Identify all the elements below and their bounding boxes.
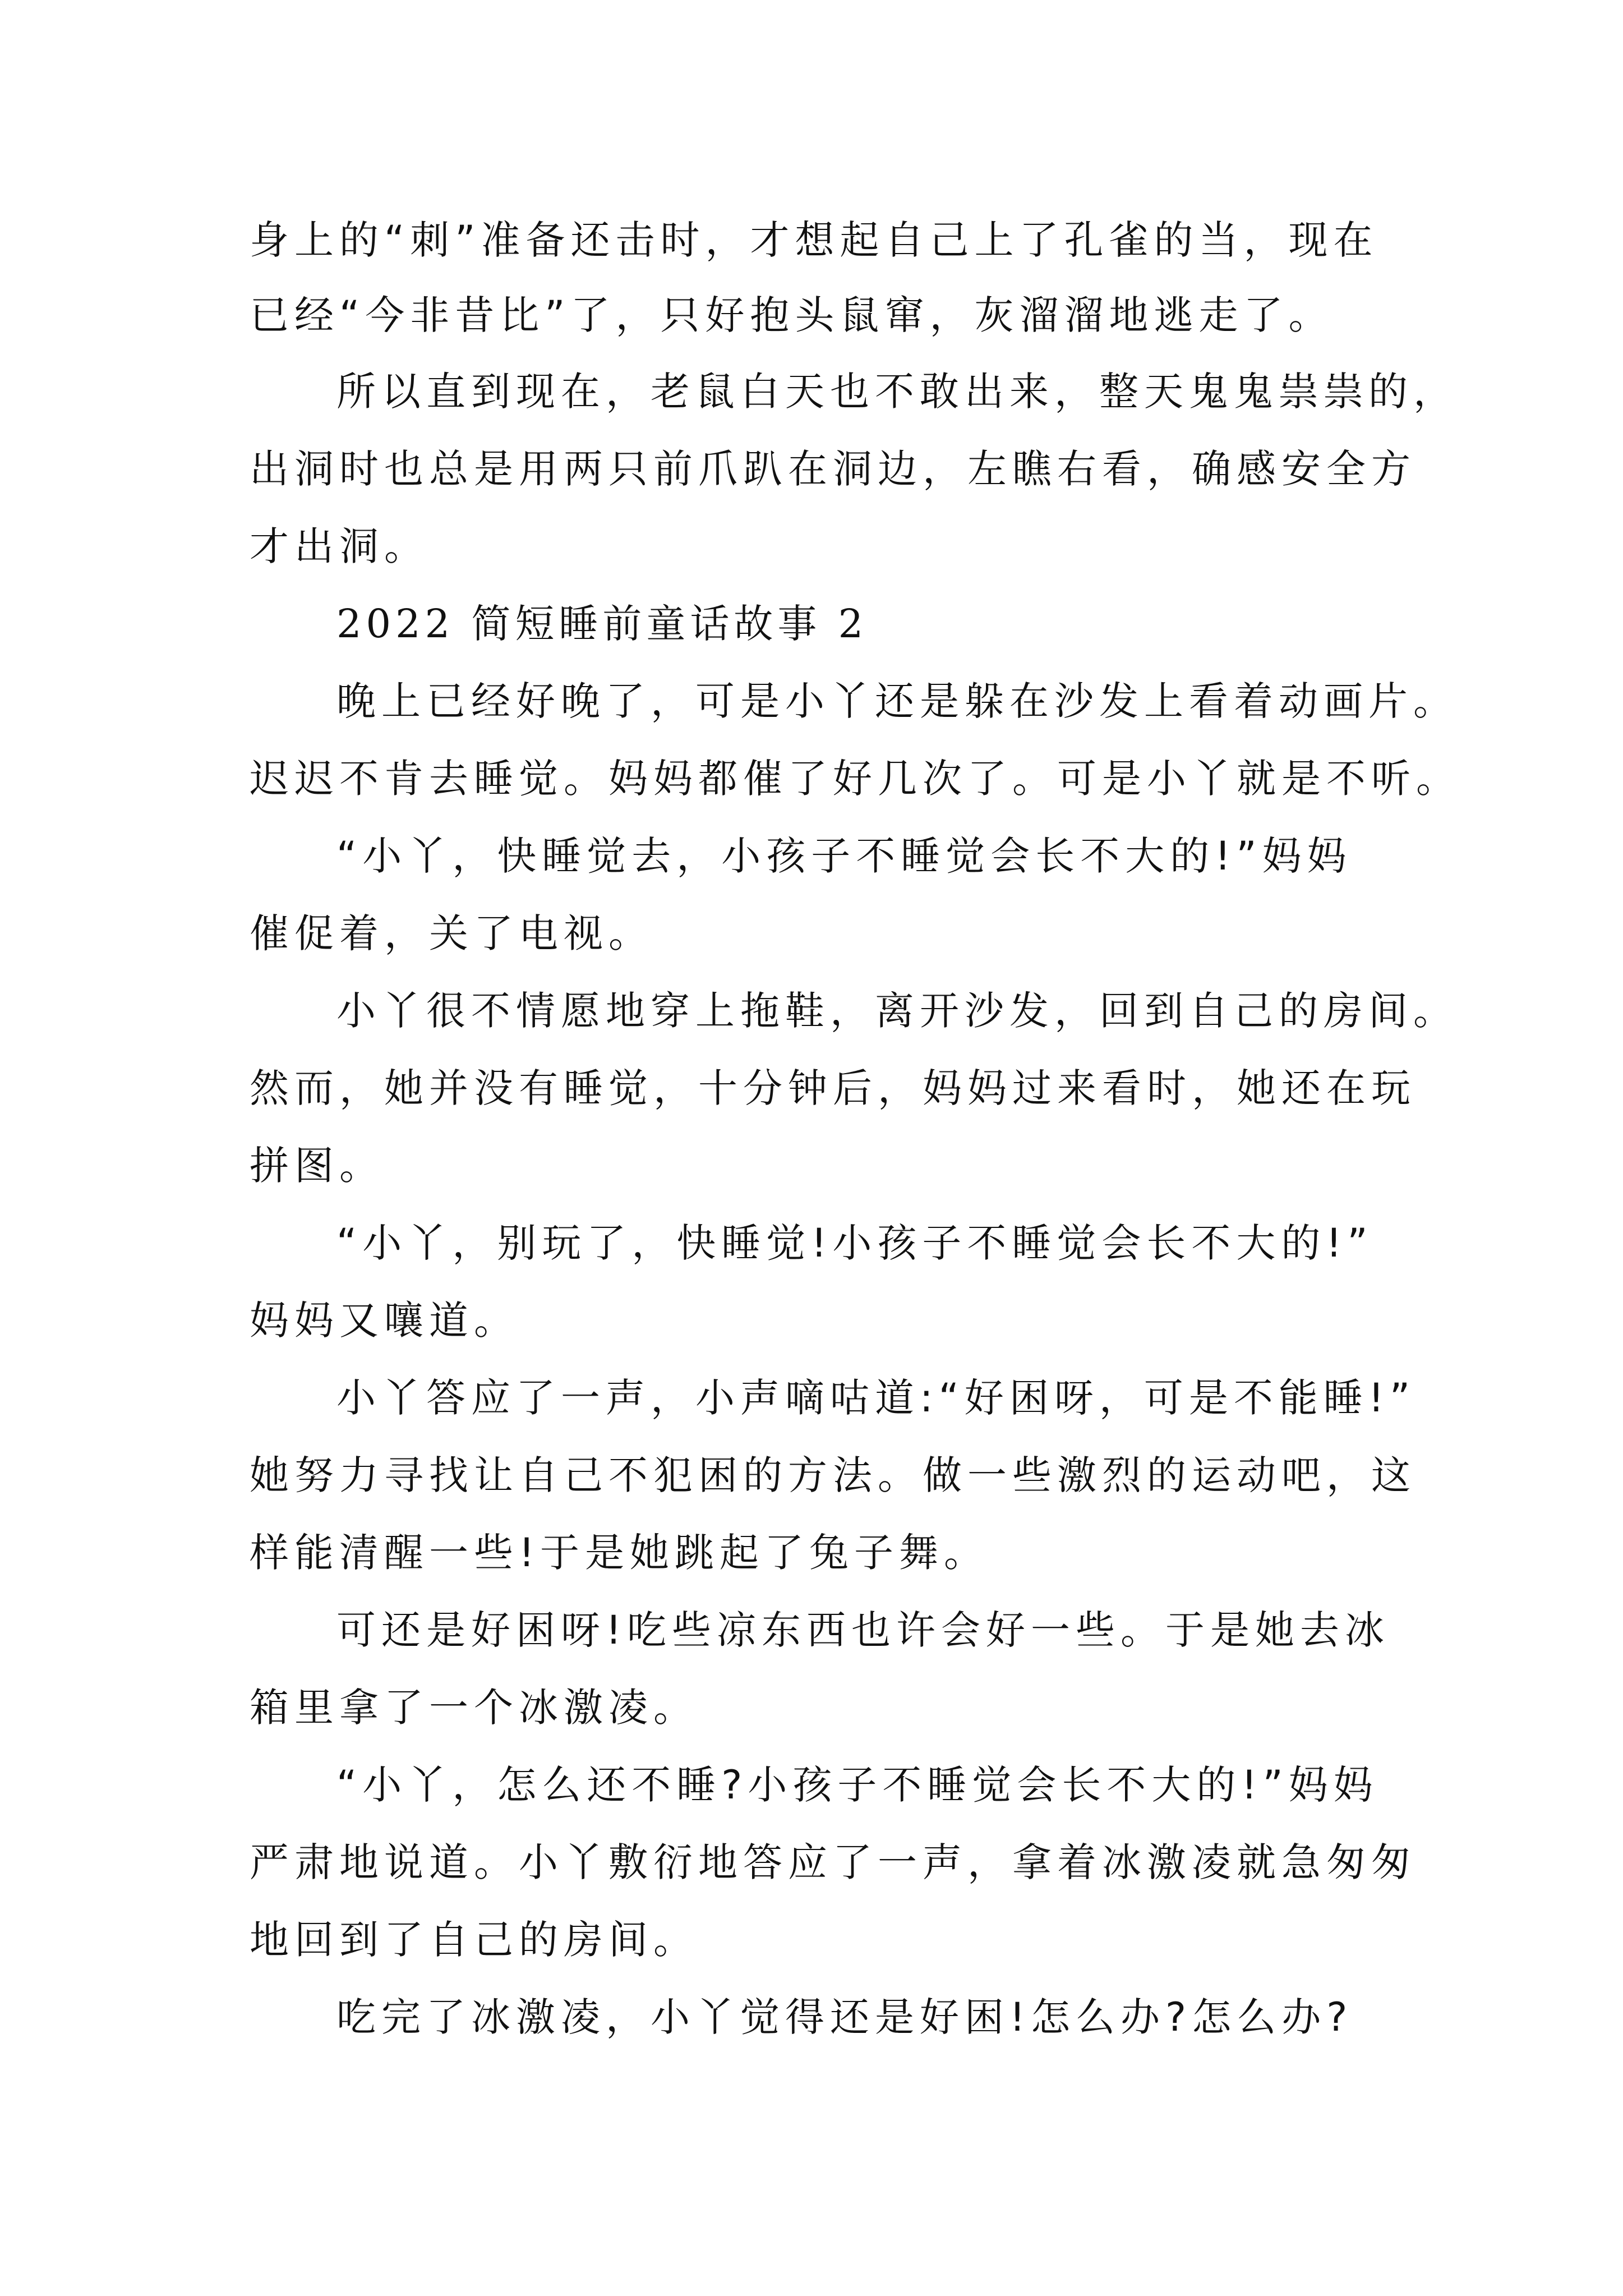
text-line: 地回到了自己的房间。 bbox=[250, 1917, 698, 1963]
text-line: “小丫，别玩了，快睡觉!小孩子不睡觉会长不大的!” bbox=[336, 1220, 1373, 1266]
text-line: 箱里拿了一个冰激凌。 bbox=[250, 1685, 698, 1731]
text-line: 然而，她并没有睡觉，十分钟后，妈妈过来看时，她还在玩 bbox=[250, 1065, 1416, 1111]
text-line: 所以直到现在，老鼠白天也不敢出来，整天鬼鬼祟祟的， bbox=[336, 369, 1458, 415]
text-line: 拼图。 bbox=[250, 1143, 384, 1189]
text-line: 已经“今非昔比”了，只好抱头鼠窜，灰溜溜地逃走了。 bbox=[250, 292, 1334, 338]
text-line: 身上的“刺”准备还击时，才想起自己上了孔雀的当，现在 bbox=[250, 217, 1378, 263]
text-line: 她努力寻找让自己不犯困的方法。做一些激烈的运动吧，这 bbox=[250, 1452, 1416, 1498]
text-line: 晚上已经好晚了，可是小丫还是躲在沙发上看着动画片。 bbox=[336, 678, 1458, 724]
text-line: 催促着，关了电视。 bbox=[250, 910, 653, 956]
text-line: 小丫很不情愿地穿上拖鞋，离开沙发，回到自己的房间。 bbox=[336, 988, 1458, 1034]
text-line: “小丫，快睡觉去，小孩子不睡觉会长不大的!”妈妈 bbox=[336, 833, 1352, 879]
text-line: 严肃地说道。小丫敷衍地答应了一声，拿着冰激凌就急匆匆 bbox=[250, 1839, 1416, 1885]
text-line: 才出洞。 bbox=[250, 523, 429, 569]
text-line: 出洞时也总是用两只前爪趴在洞边，左瞧右看，确感安全方 bbox=[250, 446, 1416, 492]
text-line: 迟迟不肯去睡觉。妈妈都催了好几次了。可是小丫就是不听。 bbox=[250, 756, 1461, 802]
text-line: “小丫，怎么还不睡?小孩子不睡觉会长不大的!”妈妈 bbox=[336, 1762, 1378, 1808]
text-line: 样能清醒一些!于是她跳起了兔子舞。 bbox=[250, 1530, 989, 1576]
text-line: 吃完了冰激凌，小丫觉得还是好困!怎么办?怎么办? bbox=[336, 1994, 1353, 2040]
text-line: 妈妈又嚷道。 bbox=[250, 1297, 519, 1343]
text-line: 可还是好困呀!吃些凉东西也许会好一些。于是她去冰 bbox=[336, 1607, 1390, 1653]
section-heading: 2022 简短睡前童话故事 2 bbox=[336, 601, 868, 647]
text-line: 小丫答应了一声，小声嘀咕道:“好困呀，可是不能睡!” bbox=[336, 1375, 1416, 1421]
